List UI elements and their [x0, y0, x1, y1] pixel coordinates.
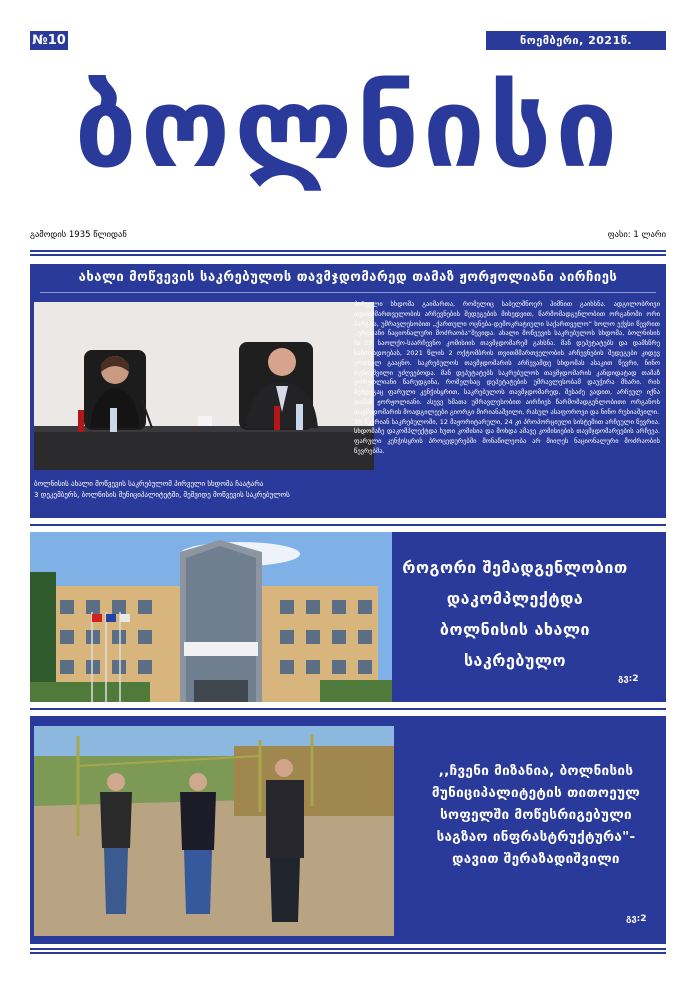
headline-underline	[40, 292, 656, 293]
price-label: ფასი: 1 ლარი	[607, 230, 666, 240]
building-illustration	[30, 532, 392, 702]
masthead-title: ბოლნისი	[74, 64, 622, 192]
municipality-building-photo	[30, 532, 392, 702]
story2-panel	[30, 532, 666, 702]
council-session-illustration	[34, 302, 374, 470]
road-illustration	[34, 726, 394, 936]
caption-line-1: ბოლნისის ახალი მოწვევის საკრებულომ პირველი სხდომა ჩაატარა	[34, 480, 264, 488]
divider-rule	[30, 952, 666, 954]
body-paragraph: პირველი სხდომა გაიმართა, რომელიც საბელშნოერ ჰიმნით გაიხსნა. ადგილობრივი თვითმმართველობის არჩევნების შედეგების მიხედვით, წარმომადგენლობით ორგანოში ორი პარტია, უმრავლესობით „ქართული ოცნება-დემოკრატიული საქართველო“ ხოლო ექვსი წევრით „ერთიანი ნაციონალური მოძრაობა“შევიდა. ახალი მოწვევის საკრებულოს სხდომა, ბოლნისის №23 საოლქო-საარჩევნო კომისიის თავმჯდომარემ გახსნა. მან დეპუტატებს და დამსწრე საზოგადოებას, 2021 წლის 2 ოქტომბრის თვითმმართველობის არჩევნების შედეგები კიდევ ერთხელ გააცნო. საკრებულოს თავმჯდომარის არჩევამდე სხდომას ასაკით წევრი, ნინო რუსიაშვილი უძღვებოდა. მან დეპუტატებს საკრებულოს თავმჯდომარის კანდიდატად თამაზ ჟორჟოლიანი წარუდგინა, რომელსაც დეპუტატების უმრავლესობამ დაუჭირა მხარი. რის შემდეგაც ფარული კენჭისყრით, საკრებულოს თავმჯდომარედ, შესაძე ვადით, არჩეულ იქნა თამაზ ჟორჟოლიანი. ასევე ხმათა უმრავლესობით აირჩიეს წარმომადგენლობითი ორგანოს თავმჯდომარის მოადგილეები გიორგი მირიანაშვილი, რასულ ასაფოროვი და ნინო რუსიაშვილი.	[354, 300, 660, 416]
story2-page-ref: გვ:2	[618, 674, 639, 684]
divider-rule	[30, 708, 666, 710]
issue-number: №10	[32, 33, 66, 48]
divider-rule	[30, 948, 666, 950]
body-paragraph: 38 წევრიან საკრებულოში, 12 მაჟორიტარული, 24 კი პროპორციული სისტემით არჩეული წევრია. სხდომაზე დაკომპლექტდა ხუთი კომისია და მოხდა ამავე კომისიების თავმჯდომარეების არჩევა. ფარული კენჭისყრის პროცედურებში მონაწილეობა არ მიიღეს ნაციონალური მოძრაობის წევრებმა.	[354, 417, 660, 455]
story3-panel	[30, 716, 666, 944]
caption-line-2: 3 დეკემბერს, ბოლნისის მუნიციპალიტეტში, მეშვიდე მოწვევის საკრებულოს	[34, 491, 290, 499]
divider-rule	[30, 254, 666, 256]
divider-rule	[30, 250, 666, 252]
divider-rule	[30, 524, 666, 526]
story3-headline: ,,ჩვენი მიზანია, ბოლნისის მუნიციპალიტეტის თითოეულ სოფელში მოწესრიგებული საგზაო ინფრასტრუქტურა"-დავით შერაზადიშვილი	[431, 763, 641, 867]
lead-story-panel	[30, 264, 666, 518]
issue-date: ნოემბერი, 2021წ.	[519, 34, 632, 47]
village-road-photo	[34, 726, 394, 936]
story2-headline: როგორი შემადგენლობით დაკომპლექტდა ბოლნისის ახალი საკრებულო	[402, 558, 628, 670]
lead-story-headline: ახალი მოწვევის საკრებულოს თავმჯდომარედ თამაზ ჟორჟოლიანი აირჩიეს	[78, 270, 618, 285]
photo-caption	[34, 479, 366, 501]
story3-page-ref: გვ:2	[626, 914, 647, 924]
published-since: გამოდის 1935 წლიდან	[30, 230, 127, 240]
lead-story-body	[354, 300, 660, 457]
council-session-photo	[34, 302, 374, 470]
